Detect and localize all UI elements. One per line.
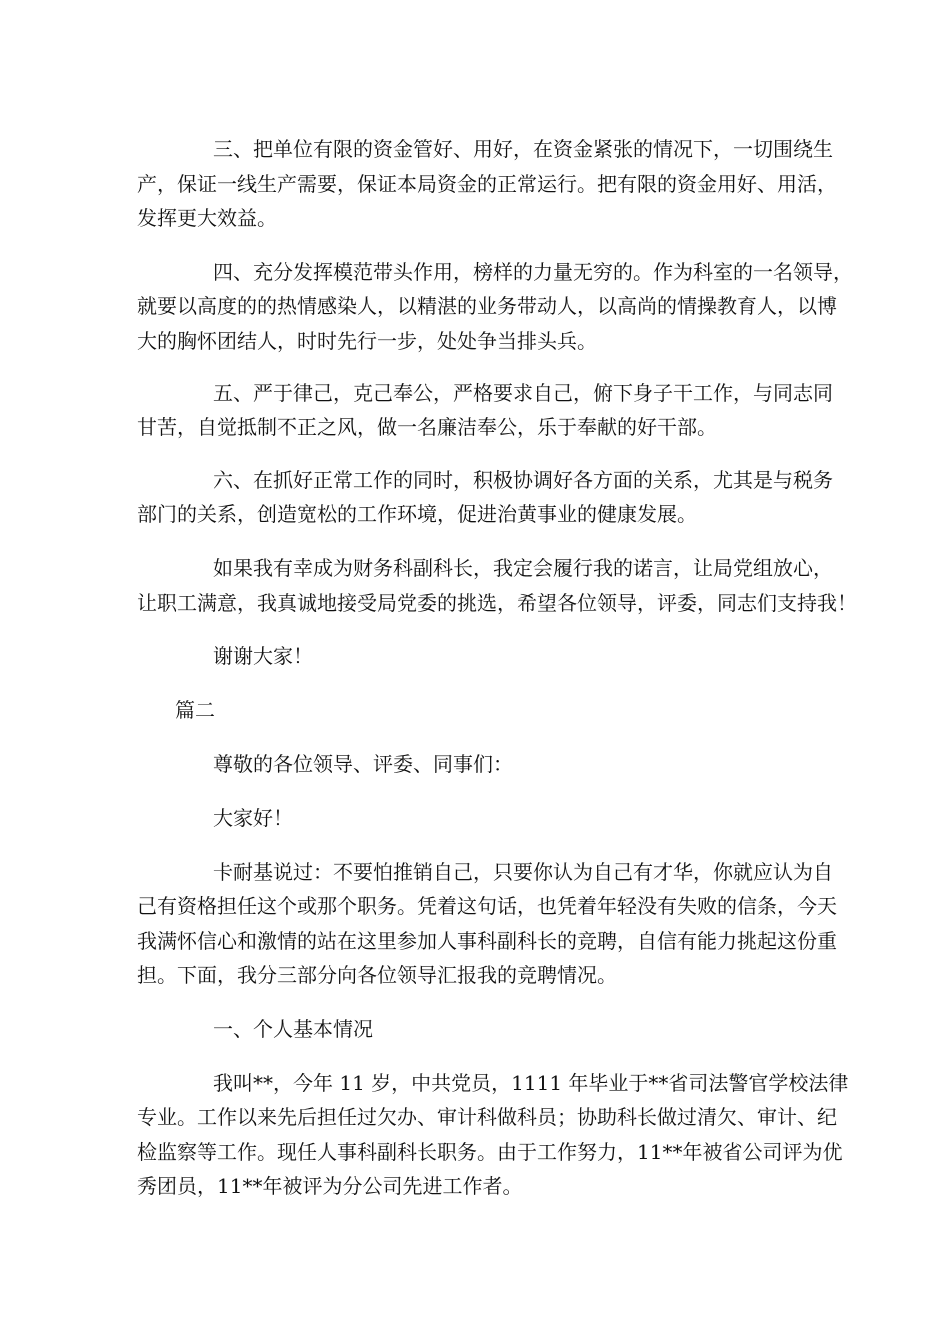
text-line: 大家好！ <box>213 806 293 830</box>
text-line: 四、充分发挥模范带头作用，榜样的力量无穷的。作为科室的一名领导， <box>213 260 853 284</box>
text-line: 发挥更大效益。 <box>137 206 277 230</box>
text-line: 就要以高度的的热情感染人，以精湛的业务带动人，以高尚的情操教育人，以博 <box>137 294 837 318</box>
text-line: 尊敬的各位领导、评委、同事们： <box>213 752 513 776</box>
text-line: 检监察等工作。现任人事科副科长职务。由于工作努力，11**年被省公司评为优 <box>137 1140 843 1164</box>
text-line: 产，保证一线生产需要，保证本局资金的正常运行。把有限的资金用好、用活， <box>137 172 837 196</box>
text-line: 甘苦，自觉抵制不正之风，做一名廉洁奉公，乐于奉献的好干部。 <box>137 415 717 439</box>
text-line: 让职工满意，我真诚地接受局党委的挑选，希望各位领导，评委，同志们支持我！ <box>137 591 857 615</box>
text-line: 秀团员，11**年被评为分公司先进工作者。 <box>137 1174 523 1198</box>
text-line: 谢谢大家！ <box>213 644 313 668</box>
text-line: 部门的关系，创造宽松的工作环境，促进治黄事业的健康发展。 <box>137 502 697 526</box>
section-title: 篇二 <box>175 698 215 722</box>
text-line: 专业。工作以来先后担任过欠办、审计科做科员；协助科长做过清欠、审计、纪 <box>137 1105 837 1129</box>
subsection-title: 一、个人基本情况 <box>213 1017 373 1041</box>
text-line: 六、在抓好正常工作的同时，积极协调好各方面的关系，尤其是与税务 <box>213 468 833 492</box>
text-line: 己有资格担任这个或那个职务。凭着这句话，也凭着年轻没有失败的信条，今天 <box>137 894 837 918</box>
text-line: 五、严于律己，克己奉公，严格要求自己，俯下身子干工作，与同志同 <box>213 381 833 405</box>
text-line: 卡耐基说过：不要怕推销自己，只要你认为自己有才华，你就应认为自 <box>213 860 833 884</box>
text-line: 三、把单位有限的资金管好、用好，在资金紧张的情况下，一切围绕生 <box>213 137 833 161</box>
text-line: 担。下面，我分三部分向各位领导汇报我的竞聘情况。 <box>137 963 617 987</box>
text-line: 我满怀信心和激情的站在这里参加人事科副科长的竞聘，自信有能力挑起这份重 <box>137 929 837 953</box>
text-line: 大的胸怀团结人，时时先行一步，处处争当排头兵。 <box>137 329 597 353</box>
text-line: 如果我有幸成为财务科副科长，我定会履行我的诺言，让局党组放心， <box>213 556 833 580</box>
text-line: 我叫**，今年 11 岁，中共党员，1111 年毕业于**省司法警官学校法律 <box>213 1071 849 1095</box>
